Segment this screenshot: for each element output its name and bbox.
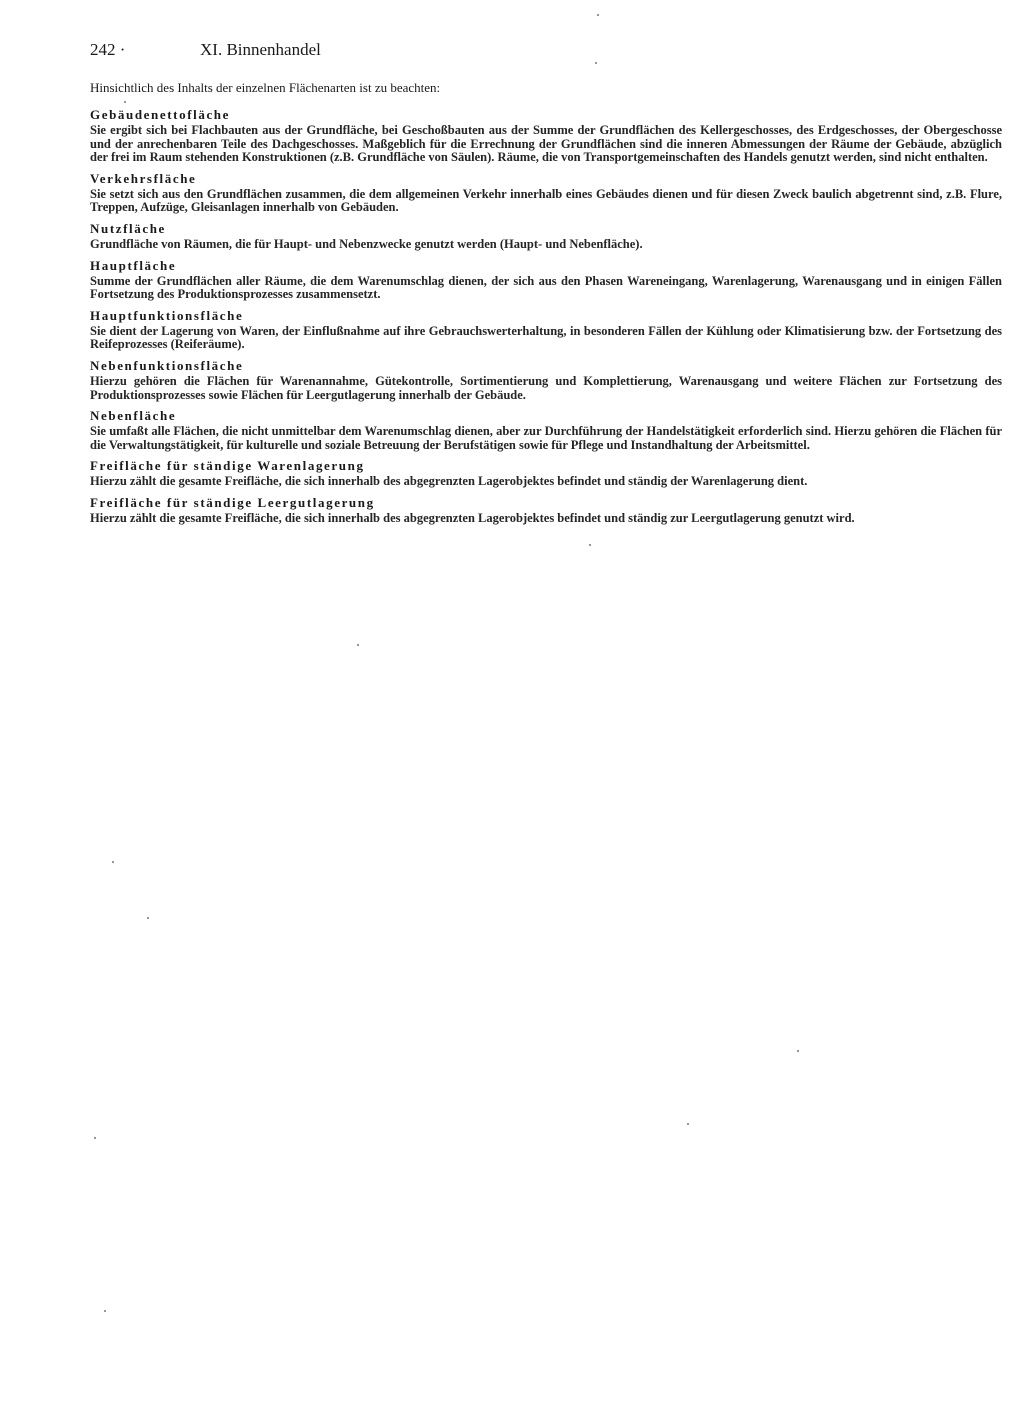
scan-speck [797, 1050, 799, 1052]
section-body: Summe der Grundflächen aller Räume, die dem Warenumschlag dienen, der sich aus den Phasen Wareneingang, Warenlagerung, Warenausgang und in einigen Fällen Fortsetzung des Produktionsprozesses zusammensetzt. [90, 273, 1002, 302]
section-title: Nebenfunktionsfläche [90, 357, 244, 373]
section-title: Gebäudenettofläche [90, 107, 231, 122]
section-nutzflaeche [90, 221, 1002, 252]
section-title: Hauptfunktionsfläche [90, 307, 244, 323]
section-body: Sie ergibt sich bei Flachbauten aus der Grundfläche, bei Geschoßbauten aus der Summe der Grundflächen des Kellergeschosses, des Erdgeschosses, der Obergeschosse und der anrechenbaren Teile des Dachgeschosses. Maßgeblich für die Errechnung der Grundflächen sind die inneren Abmessungen der Räume der Gebäude, abzüglich der frei im Raum stehenden Konstruktionen (z.B. Grundfläche von Säulen). Räume, die von Transportgemeinschaften des Handels genutzt werden, sind nicht enthalten. [90, 123, 1002, 165]
section-body: Hierzu zählt die gesamte Freifläche, die sich innerhalb des abgegrenzten Lagerobjektes befindet und ständig zur Leergutlagerung genutzt wird. [90, 510, 855, 525]
section-title: Freifläche für ständige Warenlagerung [90, 458, 365, 474]
section-nebenflaeche [90, 408, 1002, 452]
section-title: Hauptfläche [90, 257, 177, 273]
scan-speck [589, 544, 591, 546]
scan-speck [112, 861, 114, 863]
section-freiflaeche-warenlagerung [90, 458, 1002, 489]
section-body: Hierzu gehören die Flächen für Warenannahme, Gütekontrolle, Sortimentierung und Komplettierung, Warenausgang und weitere Flächen zur Fortsetzung des Produktionsprozesses sowie Flächen für Leergutlagerung innerhalb der Gebäude. [90, 373, 1002, 402]
page-number: 242 · [90, 40, 126, 59]
scan-speck [597, 14, 599, 16]
scan-speck [124, 101, 126, 103]
section-title: Nutzfläche [90, 220, 166, 236]
section-title: Verkehrsfläche [90, 170, 197, 186]
section-body: Sie dient der Lagerung von Waren, der Einflußnahme auf ihre Gebrauchswerterhaltung, in besonderen Fällen der Kühlung oder Klimatisierung bzw. der Fortsetzung des Reifeprozesses (Reiferäume). [90, 323, 1002, 352]
section-body: Sie setzt sich aus den Grundflächen zusammen, die dem allgemeinen Verkehr innerhalb eines Gebäudes dienen und für diesen Zweck baulich abgetrennt sind, z.B. Flure, Treppen, Aufzüge, Gleisanlagen innerhalb von Gebäuden. [90, 186, 1002, 215]
section-title: Nebenfläche [90, 408, 177, 424]
section-hauptflaeche [90, 258, 1002, 302]
section-hauptfunktionsflaeche [90, 308, 1002, 352]
intro-text: Hinsichtlich des Inhalts der einzelnen Flächenarten ist zu beachten: [90, 80, 441, 95]
section-gebaeudenettoflaeche [90, 107, 1002, 165]
scan-speck [147, 917, 149, 919]
section-body: Sie umfaßt alle Flächen, die nicht unmittelbar dem Warenumschlag dienen, aber zur Durchführung der Handelstätigkeit erforderlich sind. Hierzu gehören die Flächen für die Verwaltungstätigkeit, für kulturelle und soziale Betreuung der Berufstätigen sowie für Pflege und Instandhaltung der Arbeitsmittel. [90, 424, 1002, 452]
section-nebenfunktionsflaeche [90, 358, 1002, 402]
document-page [90, 40, 1002, 532]
page-header [90, 40, 1002, 74]
section-body: Hierzu zählt die gesamte Freifläche, die sich innerhalb des abgegrenzten Lagerobjektes befindet und ständig der Warenlagerung dient. [90, 474, 808, 489]
scan-speck [595, 62, 597, 64]
scan-speck [687, 1123, 689, 1125]
chapter-title: XI. Binnenhandel [200, 40, 321, 59]
scan-speck [104, 1310, 106, 1312]
section-freiflaeche-leergutlagerung [90, 495, 1002, 526]
scan-speck [357, 644, 359, 646]
section-title: Freifläche für ständige Leergutlagerung [90, 494, 375, 510]
section-verkehrsflaeche [90, 171, 1002, 215]
section-body: Grundfläche von Räumen, die für Haupt- und Nebenzwecke genutzt werden (Haupt- und Nebenfläche). [90, 236, 643, 251]
scan-speck [94, 1137, 96, 1139]
